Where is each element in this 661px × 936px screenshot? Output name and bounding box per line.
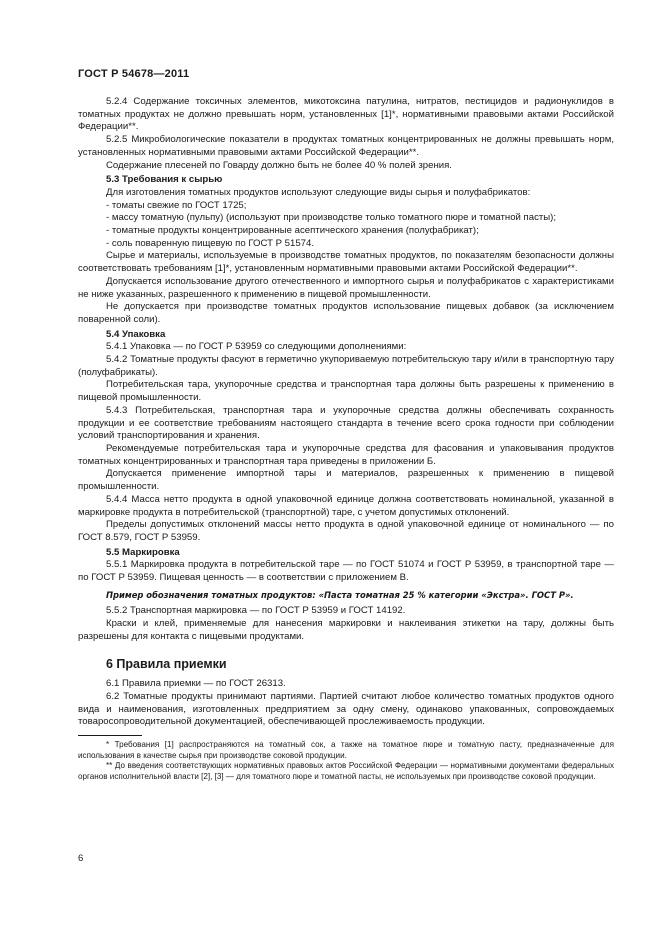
paragraph-import: Допускается использование другого отечественного и импортного сырья и полуфабрикатов с характеристиками не ниже указанных, разрешенного к применению в пищевой промышленности. xyxy=(78,275,614,300)
page-number: 6 xyxy=(78,853,84,864)
paragraph-6-1: 6.1 Правила приемки — по ГОСТ 26313. xyxy=(106,678,286,690)
footnote-1: * Требования [1] распространяются на томатный сок, а также на томатное пюре и томатную пасту, предназначенные для использования в качестве сырья при производстве соковой продукции. xyxy=(78,740,614,760)
paragraph-5-4-3: 5.4.3 Потребительская, транспортная тара и укупорочные средства должны обеспечивать сохранность продукции и ее соответствие требованиям настоящего стандарта в течение всего срока годности при соблюдении условий транспортирования и хранения. xyxy=(78,404,614,442)
document-body xyxy=(78,96,614,783)
example-text: «Паста томатная 25 % категории «Экстра». ГОСТ Р». xyxy=(315,589,574,600)
paragraph-5-2-4: 5.2.4 Содержание токсичных элементов, микотоксина патулина, нитратов, пестицидов и радионуклидов в томатных продуктах не должно превышать норм, установленных [1]*, нормативными правовыми актами Российской Федерации**. xyxy=(78,96,614,133)
list-item: - массу томатную (пульпу) (используют при производстве только томатного пюре и томатной пасты); xyxy=(106,212,557,224)
subsection-5-5-heading: 5.5 Маркировка xyxy=(106,546,180,558)
paragraph-5-4-2: 5.4.2 Томатные продукты фасуют в герметично укупориваемую потребительскую тару и/или в транспортную тару (полуфабрикаты). xyxy=(78,354,614,378)
paragraph-5-5-2: 5.5.2 Транспортная маркировка — по ГОСТ Р 53959 и ГОСТ 14192. xyxy=(106,605,406,617)
footnote-divider xyxy=(78,735,142,736)
list-item: - томаты свежие по ГОСТ 1725; xyxy=(106,199,247,211)
list-item: - соль поваренную пищевую по ГОСТ Р 51574. xyxy=(106,237,315,249)
paragraph-additives: Не допускается при производстве томатных продуктов использование пищевых добавок (за исключением поваренной соли). xyxy=(78,301,614,325)
paragraph-safety: Сырье и материалы, используемые в производстве томатных продуктов, по показателям безопасности должны соответствовать требованиям [1]*, установленным нормативными правовыми актами Российской Федерации**. xyxy=(78,250,614,275)
paragraph-consumer-pack: Потребительская тара, укупорочные средства и транспортная тара должны быть разрешены к применению в пищевой промышленности. xyxy=(78,379,614,404)
subsection-5-3-heading: 5.3 Требования к сырью xyxy=(106,174,223,186)
list-item: - томатные продукты концентрированные асептического хранения (полуфабрикат); xyxy=(106,225,479,237)
paragraph-paints: Краски и клей, применяемые для нанесения маркировки и наклеивания этикетки на тару, должны быть разрешены для контакта с пищевыми продуктами. xyxy=(78,618,614,642)
paragraph-5-4-4: 5.4.4 Масса нетто продукта в одной упаковочной единице должна соответствовать номинальной, указанной в маркировке продукта в потребительской (транспортной) таре, с учетом допустимых отклонений. xyxy=(78,493,614,518)
paragraph-6-2: 6.2 Томатные продукты принимают партиями. Партией считают любое количество томатных продуктов одного вида и наименования, изготовленных предприятием за одну смену, одинаково упакованных, сопровождаемых товаросопроводительной документацией, обеспечивающей прослеживаемость продукции. xyxy=(78,690,614,728)
document-header: ГОСТ Р 54678—2011 xyxy=(78,68,190,80)
footnote-2: ** До введения соответствующих нормативных правовых актов Российской Федерации — нормативными документами федеральных органов исполнительной власти [2], [3] — для томатного пюре и томатной пасты, не используемых при производстве соковой продукции. xyxy=(78,761,614,782)
paragraph-5-2-5: 5.2.5 Микробиологические показатели в продуктах томатных концентрированных не должны превышать норм, установленных нормативными правовыми актами Российской Федерации**. xyxy=(78,134,614,158)
paragraph-net-mass: Пределы допустимых отклонений массы нетто продукта в одной упаковочной единице от номинального — по ГОСТ 8.579, ГОСТ Р 53959. xyxy=(78,519,614,543)
example-label: Пример обозначения томатных продуктов: xyxy=(106,589,316,600)
paragraph-raw-materials: Для изготовления томатных продуктов используют следующие виды сырья и полуфабрикатов: xyxy=(106,186,531,198)
section-6-heading: 6 Правила приемки xyxy=(106,656,227,671)
paragraph-imported-pack: Допускается применение импортной тары и материалов, разрешенных к применению в пищевой промышленности. xyxy=(78,468,614,493)
paragraph-5-4-1: 5.4.1 Упаковка — по ГОСТ Р 53959 со следующими дополнениями: xyxy=(106,341,407,353)
paragraph-5-5-1: 5.5.1 Маркировка продукта в потребительской таре — по ГОСТ 51074 и ГОСТ Р 53959, в транспортной таре — по ГОСТ Р 53959. Пищевая ценность — в соответствии с приложением В. xyxy=(78,559,614,584)
subsection-5-4-heading: 5.4 Упаковка xyxy=(106,328,166,340)
example-designation xyxy=(78,589,614,602)
paragraph-recommended-pack: Рекомендуемые потребительская тара и укупорочные средства для фасования и упаковывания продуктов томатных концентрированных и транспортная тара приведены в приложении Б. xyxy=(78,442,614,467)
paragraph-mold: Содержание плесеней по Говарду должно быть не более 40 % полей зрения. xyxy=(106,159,452,171)
